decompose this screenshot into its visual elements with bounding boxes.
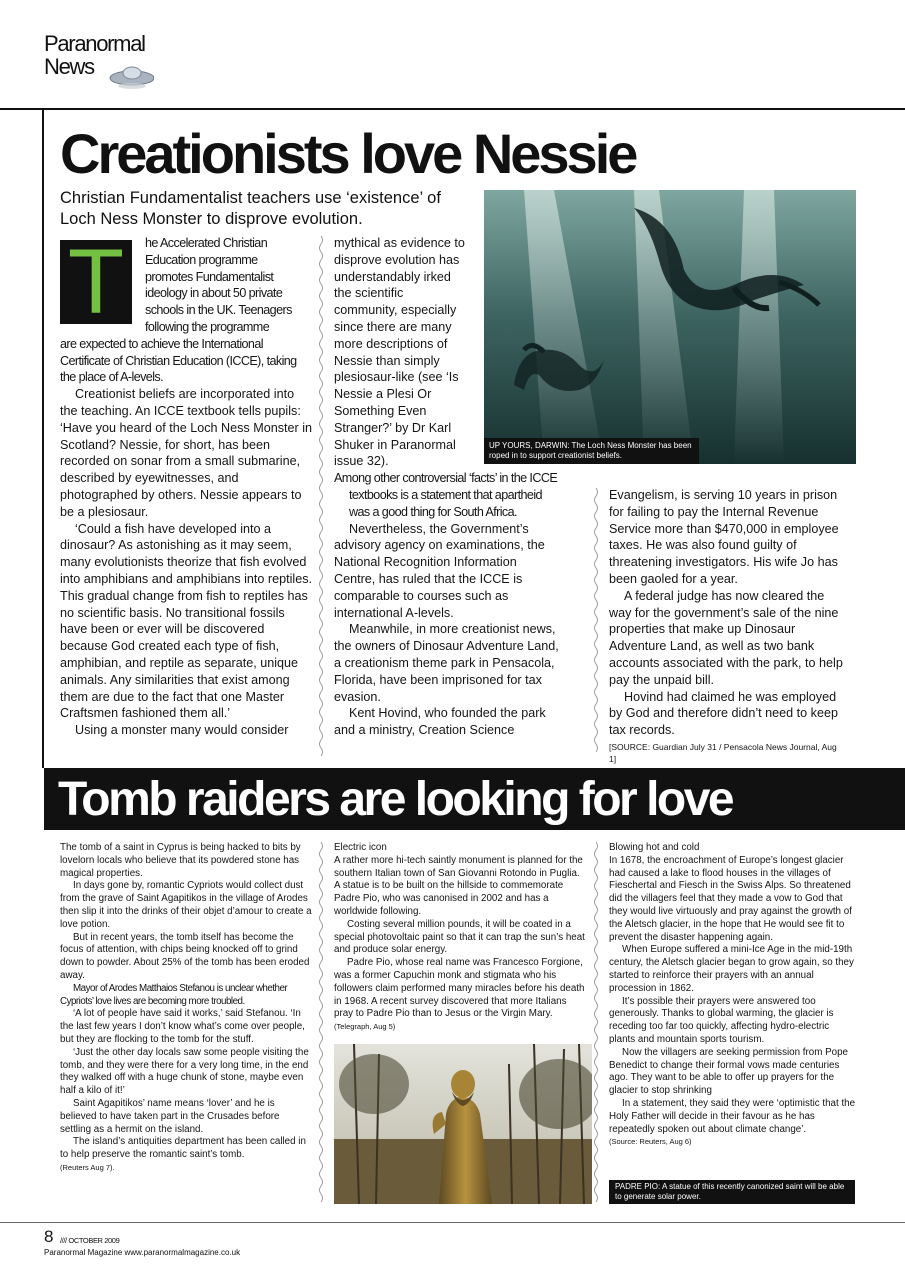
article2-column-2: [334, 842, 586, 1033]
paragraph: ‘Could a fish have developed into a dinosaur? As astonishing as it may seem, many evolutionists theorize that fish evolved into amphibians and amphibians into reptiles. This gradual change from fish to reptiles has no scientific basis. No transitional fossils have been or ever will be discovered because God created each type of fish, amphibian, and reptile as separate, unique animals. Any similarities that exist among them are due to the fact that one Master Craftsmen fashioned them all.’: [60, 521, 313, 721]
paragraph: In a statement, they said they were ‘optimistic that the Holy Father will decide in their favour as he has repeatedly spoken out about climate change’.: [609, 1097, 856, 1135]
paragraph: Creationist beliefs are incorporated into the teaching. An ICCE textbook tells pupils: ‘Have you heard of the Loch Ness Monster in Scotland? Nessie, for short, has been recorded on sonar from a small submarine, described by eyewitnesses, and photographed by others. Nessie appears to be a plesiosaur.: [60, 387, 313, 519]
dropcap-line: promotes Fundamentalist: [145, 269, 274, 284]
column-divider: [318, 842, 324, 1202]
paragraph: Mayor of Arodes Matthaios Stefanou is unclear whether Cypriots’ love lives are becoming more troubled.: [60, 982, 288, 1007]
paragraph: But in recent years, the tomb itself has become the focus of attention, with chips being knocked off to grind down to powder. About 25% of the tomb has been eroded away.: [60, 931, 310, 981]
paragraph: It’s possible their prayers were answered too generously. Thanks to global warming, the glacier is receding too far too quickly, affecting hydro-electric plants and mountain sports tourism.: [609, 995, 834, 1045]
article1-column-1: [60, 235, 315, 739]
magazine-credit: Paranormal Magazine www.paranormalmagazine.co.uk: [44, 1248, 241, 1257]
issue-date: //// OCTOBER 2009: [60, 1236, 120, 1245]
masthead-line2: News: [44, 54, 94, 79]
paragraph: A rather more hi-tech saintly monument is planned for the southern Italian town of San Giovanni Rotondo in Puglia. A statue is to be built on the hillside to commemorate Padre Pio, who was canonised in 2002 and has a worldwide following.: [334, 854, 583, 917]
article1-deck: Christian Fundamentalist teachers use ‘existence’ of Loch Ness Monster to disprove evolution.: [60, 189, 441, 228]
paragraph: Among other controversial ‘facts’ in the ICCE textbooks is a statement that apartheid was a good thing for South Africa.: [334, 471, 558, 519]
dropcap-line: schools in the UK. Teenagers: [145, 303, 292, 318]
paragraph: are expected to achieve the International Certificate of Christian Education (ICCE), taking the place of A-levels.: [60, 336, 297, 385]
masthead-logo: [44, 32, 164, 92]
paragraph: Hovind had claimed he was employed by God and therefore didn’t need to keep tax records.: [609, 689, 838, 738]
column-divider: [318, 236, 324, 756]
top-rule: [0, 108, 905, 110]
page-number: 8: [44, 1227, 54, 1246]
article1-column-3: [609, 487, 845, 765]
article1-column-2: [334, 235, 559, 739]
paragraph: The tomb of a saint in Cyprus is being hacked to bits by lovelorn locals who believe that its powdered stone has magical properties.: [60, 842, 301, 879]
paragraph: Evangelism, is serving 10 years in prison for failing to pay the Internal Revenue Service more than $470,000 in employee taxes. He was also found guilty of threatening investigators. His wife Jo has been gaoled for a year.: [609, 488, 839, 586]
paragraph: The island’s antiquities department has been called in to help preserve the romantic saint’s tomb.: [60, 1136, 306, 1161]
paragraph: A federal judge has now cleared the way for the government’s sale of the nine properties that make up Dinosaur Adventure Land, as well as two bank accounts associated with the park, to help pay the unpaid bill.: [609, 588, 843, 687]
article2-column-3: [609, 842, 857, 1148]
column-divider: [593, 488, 599, 756]
paragraph: Now the villagers are seeking permission from Pope Benedict to change their formal vows made centuries ago. They want to be able to offer up prayers for the glacier to stop shrinking: [609, 1046, 848, 1097]
source-credit: (Telegraph, Aug 5): [334, 1022, 396, 1032]
article1-headline: Creationists love Nessie: [60, 122, 636, 185]
paragraph: ‘Just the other day locals saw some people visiting the tomb, and they were there for a very long time, in the end they walked off with a huge chunk of stone, maybe even half a kilo of it!’: [60, 1046, 309, 1097]
nessie-photo-caption: UP YOURS, DARWIN: The Loch Ness Monster has been roped in to support creationist beliefs.: [484, 438, 699, 464]
paragraph: Costing several million pounds, it will be coated in a special photovoltaic paint so that it can trap the sun’s heat and produce solar energy.: [334, 918, 585, 956]
paragraph: Padre Pio, whose real name was Francesco Forgione, was a former Capuchin monk and stigmata who his followers claim performed many miracles before his death in 1968. A recent survey discovered that more Italians pray to Padre Pio than to Jesus or the Virgin Mary.: [334, 957, 585, 1020]
subhead-electric-icon: Electric icon: [334, 842, 387, 853]
paragraph: In days gone by, romantic Cypriots would collect dust from the grave of Saint Agapitikos in the village of Arodes then slip it into the drinks of their objet d’amour to create a love potion.: [60, 880, 312, 930]
left-rule: [42, 110, 44, 768]
paragraph: In 1678, the encroachment of Europe’s longest glacier had caused a lake to flood houses in the villages of Fieschertal and Fiesch in the Swiss Alps. So threatened did the villagers feel that they made a vow to God that they would live virtuously and pray against the growth of the Aletsch glacier, in the hope that He would see fit to prevent the disaster happening again.: [609, 854, 852, 943]
paragraph: Using a monster many would consider: [75, 723, 289, 738]
article2-column-1: [60, 842, 312, 1174]
article2-headline: Tomb raiders are looking for love: [58, 773, 733, 826]
footer-rule: [0, 1222, 905, 1223]
dropcap-line: Education programme: [145, 252, 258, 267]
padre-pio-photo-caption: PADRE PIO: A statue of this recently canonized saint will be able to generate solar power.: [609, 1180, 855, 1204]
paragraph: ‘A lot of people have said it works,’ said Stefanou. ‘In the last few years I don’t know what’s come over people, but they are flocking to the tomb for the stuff.: [60, 1008, 305, 1045]
dropcap-line: he Accelerated Christian: [145, 236, 268, 250]
column-divider: [593, 842, 599, 1202]
source-credit: (Source: Reuters, Aug 6): [609, 1137, 692, 1147]
source-credit: [SOURCE: Guardian July 31 / Pensacola News Journal, Aug 1]: [609, 741, 837, 764]
ufo-icon: [102, 62, 154, 92]
paragraph: mythical as evidence to disprove evolution has understandably irked the scientific community, especially since there are many more descriptions of Nessie than simply plesiosaur-like (see ‘Is Nessie a Plesi Or Something Even Stranger?’ by Dr Karl Shuker in Paranormal issue 32).: [334, 236, 465, 469]
subhead-blowing-hot-and-cold: Blowing hot and cold: [609, 842, 700, 853]
paragraph: When Europe suffered a mini-Ice Age in the mid-19th century, the Aletsch glacier began to grow again, so they started to reinforce their prayers with an annual procession in 1862.: [609, 944, 854, 994]
paragraph: Meanwhile, in more creationist news, the owners of Dinosaur Adventure Land, a creationism theme park in Pensacola, Florida, have been imprisoned for tax evasion.: [334, 622, 559, 704]
dropcap-line: following the programme: [145, 319, 270, 334]
source-credit: (Reuters Aug 7).: [60, 1162, 115, 1172]
paragraph: Saint Agapitikos’ name means ‘lover’ and he is believed to have taken part in the Crusades before settling as a hermit on the island.: [60, 1097, 280, 1135]
paragraph: Nevertheless, the Government’s advisory agency on examinations, the National Recognition Information Centre, has ruled that the ICCE is comparable to courses such as international A-levels.: [334, 521, 545, 620]
padre-pio-statue-photo: [334, 1044, 592, 1204]
paragraph: Kent Hovind, who founded the park and a ministry, Creation Science: [334, 706, 546, 738]
masthead-line1: Paranormal: [44, 31, 145, 56]
dropcap: T: [60, 240, 132, 324]
dropcap-line: ideology in about 50 private: [145, 286, 283, 301]
